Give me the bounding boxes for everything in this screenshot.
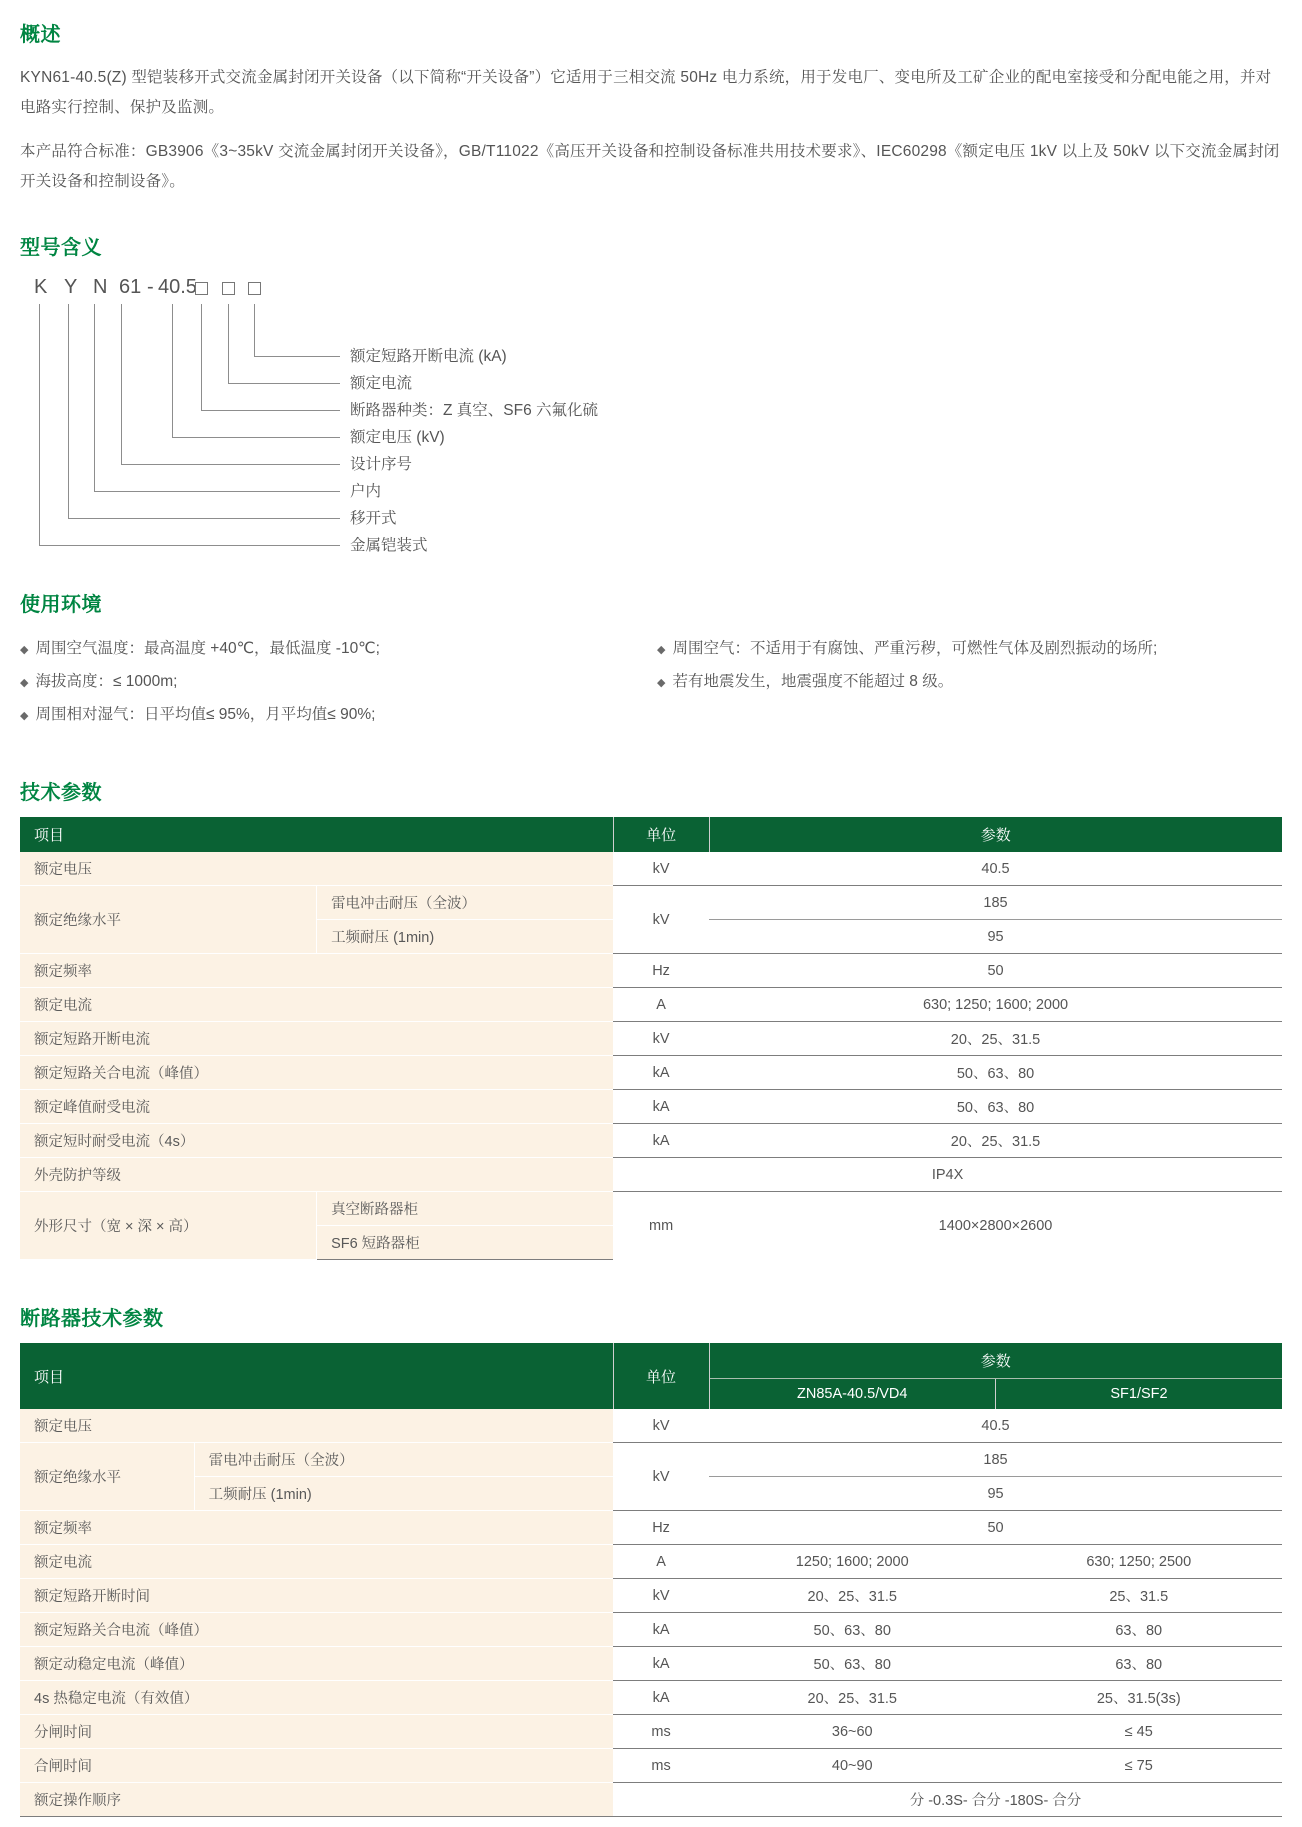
leader-h-5 — [94, 491, 340, 492]
table-header-row — [20, 1343, 1282, 1379]
row-value-sf: ≤ 75 — [995, 1749, 1282, 1783]
row-unit: A — [613, 988, 709, 1022]
row-unit: kV — [613, 1409, 709, 1443]
leader-v-3 — [172, 304, 173, 437]
table-row — [20, 852, 1282, 886]
row-value: 20、25、31.5 — [709, 1124, 1282, 1158]
leader-h-7 — [39, 545, 340, 546]
model-label-3: 额定电压 (kV) — [350, 429, 445, 446]
leader-h-2 — [201, 410, 340, 411]
env-item — [20, 666, 651, 699]
overview-paragraph-2: 本产品符合标准：GB3906《3~35kV 交流金属封闭开关设备》，GB/T11022《高压开关设备和控制设备标准共用技术要求》、IEC60298《额定电压 1kV 以上及 50kV 以下交流金属封闭开关设备和控制设备》。 — [20, 143, 1280, 190]
row-value: 185 — [709, 886, 1282, 920]
code-char-dash: - — [147, 276, 154, 298]
row-unit: kV — [613, 1579, 709, 1613]
row-value: IP4X — [613, 1158, 1282, 1192]
row-label: 额定操作顺序 — [20, 1783, 613, 1817]
table-row — [20, 988, 1282, 1022]
row-value-sf: 25、31.5(3s) — [995, 1681, 1282, 1715]
leader-h-0 — [254, 356, 340, 357]
code-char-n: N — [93, 276, 108, 298]
row-unit — [613, 1783, 709, 1817]
row-label: 额定电压 — [20, 852, 613, 886]
row-value-span: 50 — [709, 1511, 1282, 1545]
leader-h-4 — [121, 464, 340, 465]
row-unit: kA — [613, 1681, 709, 1715]
leader-v-0 — [254, 304, 255, 356]
row-label: 额定峰值耐受电流 — [20, 1090, 613, 1124]
diamond-bullet-icon: ◆ — [657, 644, 666, 656]
row-value: 630; 1250; 1600; 2000 — [709, 988, 1282, 1022]
row-unit: mm — [613, 1192, 709, 1260]
row-label: 额定绝缘水平 — [20, 886, 317, 954]
row-value: 50、63、80 — [709, 1090, 1282, 1124]
model-label-4: 设计序号 — [350, 456, 413, 473]
row-sublabel: 工频耐压 (1min) — [194, 1477, 613, 1511]
code-box-1 — [195, 282, 208, 295]
row-unit: kV — [613, 852, 709, 886]
row-value-vd4: 36~60 — [709, 1715, 995, 1749]
table-row — [20, 1443, 1282, 1477]
row-unit: kA — [613, 1056, 709, 1090]
section-title-breaker-params: 断路器技术参数 — [20, 1308, 164, 1330]
row-value-span: 185 — [709, 1443, 1282, 1477]
diamond-bullet-icon: ◆ — [657, 677, 666, 689]
row-unit: kA — [613, 1124, 709, 1158]
leader-h-1 — [228, 383, 340, 384]
env-item — [20, 633, 651, 666]
leader-v-1 — [228, 304, 229, 383]
table-row — [20, 1158, 1282, 1192]
row-value-vd4: 20、25、31.5 — [709, 1579, 995, 1613]
row-sublabel: 真空断路器柜 — [317, 1192, 614, 1226]
row-value-vd4: 40~90 — [709, 1749, 995, 1783]
row-unit: kV — [613, 1443, 709, 1511]
table-row — [20, 1613, 1282, 1647]
model-label-6: 移开式 — [350, 510, 397, 527]
env-item-text: 周围空气温度：最高温度 +40℃，最低温度 -10℃; — [35, 640, 380, 657]
row-value-sf: 63、80 — [995, 1647, 1282, 1681]
env-item — [20, 699, 651, 732]
leader-v-6 — [68, 304, 69, 518]
row-value: 50、63、80 — [709, 1056, 1282, 1090]
col-header-item: 项目 — [20, 817, 613, 852]
diamond-bullet-icon: ◆ — [20, 710, 29, 722]
env-item-text: 海拔高度：≤ 1000m; — [35, 673, 178, 690]
table-row — [20, 1409, 1282, 1443]
row-unit: kA — [613, 1647, 709, 1681]
row-value-sf: 63、80 — [995, 1613, 1282, 1647]
model-label-5: 户内 — [350, 483, 382, 500]
row-label: 额定短路关合电流（峰值） — [20, 1613, 613, 1647]
section-title-tech-params: 技术参数 — [20, 782, 102, 804]
leader-v-4 — [121, 304, 122, 464]
row-unit: Hz — [613, 954, 709, 988]
row-label: 外形尺寸（宽 × 深 × 高） — [20, 1192, 317, 1260]
col-header-unit: 单位 — [613, 817, 709, 852]
row-sublabel: 工频耐压 (1min) — [317, 920, 614, 954]
leader-v-5 — [94, 304, 95, 491]
row-unit: ms — [613, 1749, 709, 1783]
table-row — [20, 954, 1282, 988]
section-title-environment: 使用环境 — [20, 594, 102, 616]
section-title-overview: 概述 — [20, 24, 61, 46]
leader-v-2 — [201, 304, 202, 410]
col-header-param: 参数 — [709, 1343, 1282, 1379]
row-value-span: 40.5 — [709, 1409, 1282, 1443]
code-char-61: 61 — [119, 276, 142, 298]
row-value: 20、25、31.5 — [709, 1022, 1282, 1056]
table-row — [20, 1056, 1282, 1090]
code-char-y: Y — [64, 276, 78, 298]
env-item-text: 若有地震发生，地震强度不能超过 8 级。 — [672, 673, 954, 690]
table-row — [20, 1749, 1282, 1783]
section-title-model: 型号含义 — [20, 237, 102, 259]
row-value-sf: 630; 1250; 2500 — [995, 1545, 1282, 1579]
breaker-params-table — [20, 1343, 1282, 1817]
diamond-bullet-icon: ◆ — [20, 677, 29, 689]
table-row — [20, 1783, 1282, 1817]
row-label: 合闸时间 — [20, 1749, 613, 1783]
row-label: 额定动稳定电流（峰值） — [20, 1647, 613, 1681]
row-unit: A — [613, 1545, 709, 1579]
leader-h-3 — [172, 437, 340, 438]
env-item-text: 周围相对湿气：日平均值≤ 95%，月平均值≤ 90%; — [35, 706, 376, 723]
row-value-sf: 25、31.5 — [995, 1579, 1282, 1613]
leader-v-7 — [39, 304, 40, 545]
env-item-text: 周围空气：不适用于有腐蚀、严重污秽，可燃性气体及剧烈振动的场所; — [672, 640, 1158, 657]
row-label: 额定频率 — [20, 1511, 613, 1545]
row-label: 额定短路开断电流 — [20, 1022, 613, 1056]
row-label: 额定电流 — [20, 1545, 613, 1579]
row-value: 40.5 — [709, 852, 1282, 886]
environment-column-left — [20, 633, 651, 732]
model-label-7: 金属铠装式 — [350, 537, 428, 554]
env-item — [657, 633, 1282, 666]
row-unit: kA — [613, 1090, 709, 1124]
row-label: 分闸时间 — [20, 1715, 613, 1749]
model-code-row — [20, 276, 1282, 304]
row-value-vd4: 50、63、80 — [709, 1613, 995, 1647]
environment-list — [20, 633, 1282, 732]
diamond-bullet-icon: ◆ — [20, 644, 29, 656]
row-sublabel: 雷电冲击耐压（全波） — [317, 886, 614, 920]
code-box-3 — [248, 282, 261, 295]
row-label: 额定电流 — [20, 988, 613, 1022]
code-box-2 — [222, 282, 235, 295]
row-label: 4s 热稳定电流（有效值） — [20, 1681, 613, 1715]
row-label: 额定短路关合电流（峰值） — [20, 1056, 613, 1090]
row-unit: kV — [613, 886, 709, 954]
row-value-vd4: 20、25、31.5 — [709, 1681, 995, 1715]
model-label-1: 额定电流 — [350, 375, 413, 392]
table-row — [20, 1022, 1282, 1056]
row-unit: Hz — [613, 1511, 709, 1545]
row-label: 额定电压 — [20, 1409, 613, 1443]
table-row — [20, 1511, 1282, 1545]
row-sublabel: 雷电冲击耐压（全波） — [194, 1443, 613, 1477]
row-label: 外壳防护等级 — [20, 1158, 613, 1192]
tech-params-table — [20, 817, 1282, 1260]
row-value-vd4: 50、63、80 — [709, 1647, 995, 1681]
table-row — [20, 1579, 1282, 1613]
table-row — [20, 1647, 1282, 1681]
row-value-vd4: 1250; 1600; 2000 — [709, 1545, 995, 1579]
model-designation-diagram — [20, 276, 1282, 554]
model-label-0: 额定短路开断电流 (kA) — [350, 348, 507, 365]
leader-h-6 — [68, 518, 340, 519]
col-header-item: 项目 — [20, 1343, 613, 1409]
row-value-span: 分 -0.3S- 合分 -180S- 合分 — [709, 1783, 1282, 1817]
table-header-row — [20, 817, 1282, 852]
row-value-span: 95 — [709, 1477, 1282, 1511]
row-unit: ms — [613, 1715, 709, 1749]
table-row — [20, 886, 1282, 920]
environment-column-right — [651, 633, 1282, 732]
row-sublabel: SF6 短路器柜 — [317, 1226, 614, 1260]
code-char-405: 40.5 — [158, 276, 197, 298]
row-value: 1400×2800×2600 — [709, 1192, 1282, 1260]
row-value: 95 — [709, 920, 1282, 954]
env-item — [657, 666, 1282, 699]
col-header-breaker-sf: SF1/SF2 — [995, 1379, 1282, 1410]
col-header-breaker-vd4: ZN85A-40.5/VD4 — [709, 1379, 995, 1410]
table-row — [20, 1192, 1282, 1226]
row-value-sf: ≤ 45 — [995, 1715, 1282, 1749]
row-label: 额定频率 — [20, 954, 613, 988]
table-row — [20, 1545, 1282, 1579]
table-row — [20, 1124, 1282, 1158]
overview-paragraph-1: KYN61-40.5(Z) 型铠装移开式交流金属封闭开关设备（以下简称“开关设备”）它适用于三相交流 50Hz 电力系统，用于发电厂、变电所及工矿企业的配电室接受和分配电能之用，并对电路实行控制、保护及监测。 — [20, 69, 1272, 116]
row-value: 50 — [709, 954, 1282, 988]
code-char-k: K — [34, 276, 48, 298]
model-label-2: 断路器种类：Z 真空、SF6 六氟化硫 — [350, 402, 599, 419]
model-bracket-lines — [20, 304, 1282, 554]
col-header-param: 参数 — [709, 817, 1282, 852]
table-row — [20, 1715, 1282, 1749]
row-label: 额定短时耐受电流（4s） — [20, 1124, 613, 1158]
row-unit: kA — [613, 1613, 709, 1647]
row-unit: kV — [613, 1022, 709, 1056]
row-label: 额定绝缘水平 — [20, 1443, 194, 1511]
row-label: 额定短路开断时间 — [20, 1579, 613, 1613]
col-header-unit: 单位 — [613, 1343, 709, 1409]
table-row — [20, 1090, 1282, 1124]
